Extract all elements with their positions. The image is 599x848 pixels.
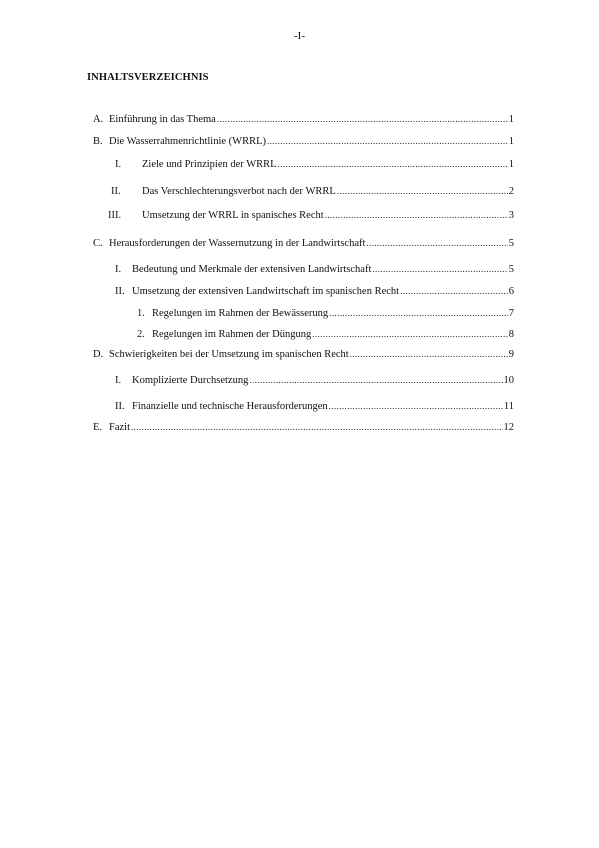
- toc-entry-title: Bedeutung und Merkmale der extensiven Landwirtschaft: [132, 264, 372, 275]
- toc-entry[interactable]: [93, 134, 514, 149]
- toc-entry-page: 9: [508, 349, 514, 360]
- toc-entry-marker: D.: [93, 349, 104, 360]
- toc-leader-dots: [366, 236, 507, 250]
- toc-entry[interactable]: [115, 399, 514, 414]
- toc-leader-dots: [249, 373, 502, 387]
- toc-entry-marker: 1.: [137, 308, 145, 319]
- toc-leader-dots: [329, 399, 503, 413]
- toc-entry-marker: A.: [93, 114, 104, 125]
- toc-entry-title: Umsetzung der extensiven Landwirtschaft im spanischen Recht: [132, 286, 400, 297]
- toc-leader-dots: [329, 306, 508, 320]
- toc-entry-marker: II.: [115, 286, 125, 297]
- toc-entry[interactable]: [137, 327, 514, 342]
- toc-entry-page: 8: [508, 329, 514, 340]
- toc-leader-dots: [400, 284, 508, 298]
- toc-entry-title: Komplizierte Durchsetzung: [132, 375, 249, 386]
- toc-entry-marker: E.: [93, 422, 103, 433]
- toc-entry-page: 1: [508, 114, 514, 125]
- toc-entry-title: Das Verschlechterungsverbot nach der WRRL: [142, 186, 336, 197]
- toc-entry-page: 3: [508, 210, 514, 221]
- toc-entry-page: 1: [508, 159, 514, 170]
- toc-entry-marker: I.: [115, 375, 122, 386]
- toc-entry[interactable]: [93, 420, 514, 435]
- toc-entry[interactable]: [93, 347, 514, 362]
- toc-entry[interactable]: [108, 208, 514, 223]
- toc-entry-marker: C.: [93, 238, 103, 249]
- toc-entry-title: Fazit: [109, 422, 130, 433]
- toc-heading: INHALTSVERZEICHNIS: [87, 72, 209, 83]
- toc-leader-dots: [372, 262, 507, 276]
- toc-entry-page: 2: [508, 186, 514, 197]
- toc-entry-page: 11: [503, 401, 514, 412]
- toc-entry[interactable]: [115, 262, 514, 277]
- toc-entry-title: Schwierigkeiten bei der Umsetzung im spanischen Recht: [109, 349, 349, 360]
- toc-entry[interactable]: [115, 373, 514, 388]
- toc-entry-marker: II.: [115, 401, 125, 412]
- toc-entry-page: 10: [503, 375, 514, 386]
- toc-entry-marker: B.: [93, 136, 103, 147]
- toc-entry[interactable]: [93, 236, 514, 251]
- toc-entry[interactable]: [111, 184, 514, 199]
- toc-entry-marker: II.: [111, 186, 121, 197]
- toc-leader-dots: [325, 208, 508, 222]
- toc-entry-page: 5: [508, 264, 514, 275]
- toc-leader-dots: [131, 420, 503, 434]
- toc-leader-dots: [278, 157, 508, 171]
- toc-entry-marker: 2.: [137, 329, 145, 340]
- toc-entry-title: Regelungen im Rahmen der Bewässerung: [152, 308, 329, 319]
- toc-entry-page: 12: [503, 422, 514, 433]
- toc-leader-dots: [217, 112, 508, 126]
- toc-leader-dots: [350, 347, 508, 361]
- toc-entry-title: Regelungen im Rahmen der Düngung: [152, 329, 312, 340]
- toc-entry-title: Einführung in das Thema: [109, 114, 216, 125]
- toc-entry[interactable]: [115, 157, 514, 172]
- toc-leader-dots: [337, 184, 508, 198]
- toc-entry[interactable]: [93, 112, 514, 127]
- toc-leader-dots: [267, 134, 508, 148]
- toc-entry-page: 1: [508, 136, 514, 147]
- toc-entry-title: Die Wasserrahmenrichtlinie (WRRL): [109, 136, 266, 147]
- toc-entry-page: 7: [508, 308, 514, 319]
- toc-entry-page: 6: [508, 286, 514, 297]
- toc-entry[interactable]: [115, 284, 514, 299]
- toc-leader-dots: [312, 327, 508, 341]
- toc-entry[interactable]: [137, 306, 514, 321]
- toc-entry-marker: I.: [115, 159, 122, 170]
- toc-entry-title: Finanzielle und technische Herausforderungen: [132, 401, 328, 412]
- toc-entry-title: Ziele und Prinzipien der WRRL: [142, 159, 277, 170]
- page-number: -I-: [294, 30, 305, 42]
- toc-entry-title: Herausforderungen der Wassernutzung in der Landwirtschaft: [109, 238, 366, 249]
- toc-entry-marker: III.: [108, 210, 122, 221]
- toc-entry-marker: I.: [115, 264, 122, 275]
- toc-entry-title: Umsetzung der WRRL in spanisches Recht: [142, 210, 324, 221]
- toc-entry-page: 5: [508, 238, 514, 249]
